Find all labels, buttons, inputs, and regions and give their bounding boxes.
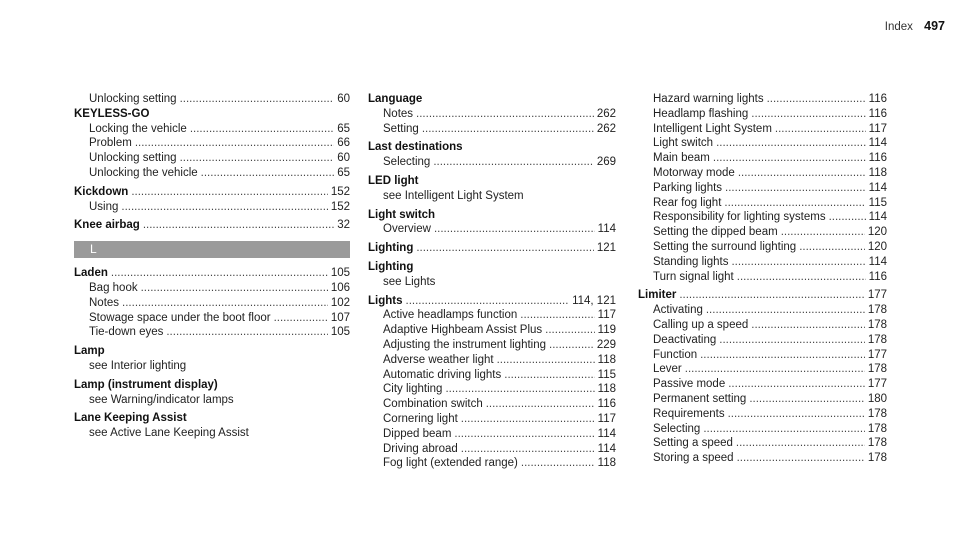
entry-text: Unlocking the vehicle (89, 166, 198, 179)
dot-leader (731, 255, 865, 270)
dot-leader (679, 288, 864, 303)
page-reference[interactable]: 118 (597, 457, 616, 470)
dot-leader (143, 218, 334, 233)
entry-text: Adaptive Highbeam Assist Plus (383, 324, 543, 337)
dot-leader (521, 456, 595, 471)
dot-leader (461, 412, 595, 427)
entry-text: Rear fog light (653, 196, 722, 209)
dot-leader (737, 270, 866, 285)
index-subentry[interactable] (638, 225, 887, 240)
page-reference[interactable]: 177 (867, 378, 887, 391)
dot-leader (520, 308, 594, 323)
page-reference[interactable]: 118 (597, 383, 616, 396)
entry-text: Lamp (74, 345, 105, 358)
dot-leader (180, 151, 335, 166)
index-subentry[interactable] (638, 392, 887, 407)
entry-text: KEYLESS-GO (74, 107, 150, 120)
dot-leader (274, 311, 328, 326)
entry-text: Unlocking setting (89, 152, 177, 165)
entry-text: Tie-down eyes (89, 326, 164, 339)
dot-leader (166, 325, 327, 340)
dot-leader (685, 362, 865, 377)
page-reference[interactable]: 114 (868, 255, 887, 268)
entry-text: Responsibility for lighting systems (653, 211, 826, 224)
dot-leader (545, 323, 594, 338)
page-reference[interactable]: 152 (330, 185, 350, 198)
index-entry (368, 92, 616, 107)
page-reference[interactable]: 114 (868, 137, 887, 150)
index-subentry[interactable] (74, 296, 350, 311)
dot-leader (775, 122, 866, 137)
page-header (885, 19, 945, 33)
dot-leader (716, 136, 866, 151)
entry-text: Main beam (653, 152, 710, 165)
index-column-3 (638, 92, 887, 466)
see-reference (368, 275, 616, 290)
page-reference[interactable]: 178 (867, 363, 887, 376)
index-subentry[interactable] (74, 325, 350, 340)
index-entry[interactable] (74, 266, 350, 281)
page-reference[interactable]: 65 (337, 122, 350, 135)
index-subentry[interactable] (638, 122, 887, 137)
index-subentry[interactable] (638, 151, 887, 166)
entry-text: Activating (653, 304, 703, 317)
section-label: Index (884, 21, 913, 33)
index-entry[interactable] (74, 218, 350, 233)
index-subentry[interactable] (638, 407, 887, 422)
index-subentry[interactable] (638, 348, 887, 363)
entry-text: Standing lights (653, 255, 729, 268)
dot-leader (749, 392, 864, 407)
index-subentry[interactable] (368, 353, 616, 368)
index-subentry[interactable] (638, 333, 887, 348)
index-entry (368, 208, 616, 223)
page-reference[interactable]: 102 (330, 296, 350, 309)
dot-leader (700, 348, 865, 363)
index-subentry[interactable] (368, 382, 616, 397)
page-reference[interactable]: 177 (867, 348, 887, 361)
entry-text: Stowage space under the boot floor (89, 311, 271, 324)
entry-text: Motorway mode (653, 166, 735, 179)
dot-leader (751, 107, 865, 122)
index-subentry[interactable] (368, 222, 616, 237)
page-reference[interactable]: 178 (867, 333, 887, 346)
dot-leader (135, 136, 334, 151)
entry-text: Limiter (638, 289, 677, 302)
index-entry (368, 140, 616, 155)
entry-text: see Lights (383, 275, 436, 288)
letter-heading: L (74, 241, 350, 258)
index-subentry[interactable] (74, 281, 350, 296)
entry-text: Selecting (383, 156, 431, 169)
index-subentry[interactable] (368, 412, 616, 427)
index-subentry[interactable] (368, 338, 616, 353)
entry-text: Intelligent Light System (653, 122, 772, 135)
entry-text: Fog light (extended range) (383, 457, 518, 470)
index-subentry[interactable] (368, 442, 616, 457)
entry-text: Automatic driving lights (383, 368, 502, 381)
dot-leader (737, 451, 865, 466)
index-entry (368, 174, 616, 189)
index-subentry[interactable] (638, 107, 887, 122)
page-reference[interactable]: 114 (597, 427, 616, 440)
dot-leader (406, 294, 570, 309)
page-reference[interactable]: 178 (867, 318, 887, 331)
index-subentry[interactable] (74, 311, 350, 326)
page-reference[interactable]: 116 (868, 270, 887, 283)
dot-leader (416, 241, 593, 256)
entry-text: City lighting (383, 383, 443, 396)
index-column-2 (368, 92, 616, 471)
entry-text: Adverse weather light (383, 353, 494, 366)
entry-text: Setting the dipped beam (653, 226, 778, 239)
page-reference[interactable]: 114 (597, 223, 616, 236)
entry-text: Permanent setting (653, 392, 747, 405)
see-reference (74, 393, 350, 408)
entry-text: Setting (383, 122, 419, 135)
page-reference[interactable]: 152 (330, 200, 350, 213)
index-subentry[interactable] (368, 155, 616, 170)
page-reference[interactable]: 106 (330, 281, 350, 294)
entry-text: Locking the vehicle (89, 122, 187, 135)
entry-text: Headlamp flashing (653, 107, 749, 120)
dot-leader (767, 92, 866, 107)
entry-text: Combination switch (383, 398, 483, 411)
entry-text: Using (89, 200, 119, 213)
index-subentry[interactable] (368, 456, 616, 471)
entry-text: Last destinations (368, 141, 463, 154)
entry-text: Lighting (368, 242, 414, 255)
dot-leader (751, 318, 865, 333)
page-reference[interactable]: 32 (337, 219, 350, 232)
entry-text: Passive mode (653, 378, 726, 391)
page-reference[interactable]: 117 (597, 309, 616, 322)
page-reference[interactable]: 116 (597, 398, 616, 411)
entry-text: Light switch (368, 208, 436, 221)
index-entry (368, 260, 616, 275)
index-subentry[interactable] (638, 92, 887, 107)
index-entry[interactable] (368, 241, 616, 256)
page-reference[interactable]: 114 (597, 442, 616, 455)
dot-leader (728, 377, 865, 392)
page-reference[interactable]: 66 (337, 137, 350, 150)
entry-text: Lights (368, 294, 403, 307)
page-reference[interactable]: 178 (867, 437, 887, 450)
page-reference[interactable]: 117 (868, 122, 887, 135)
entry-text: Turn signal light (653, 270, 734, 283)
see-reference (368, 189, 616, 204)
index-subentry[interactable] (368, 308, 616, 323)
entry-text: Hazard warning lights (653, 93, 764, 105)
entry-text: Driving abroad (383, 442, 458, 455)
page-reference[interactable]: 262 (596, 107, 616, 120)
page-reference[interactable]: 115 (597, 368, 616, 381)
page-reference[interactable]: 178 (867, 304, 887, 317)
page-reference[interactable]: 60 (337, 152, 350, 165)
page-reference[interactable]: 119 (597, 324, 616, 337)
dot-leader (111, 266, 328, 281)
dot-leader (725, 181, 866, 196)
dot-leader (190, 122, 334, 137)
index-subentry[interactable] (368, 122, 616, 137)
entry-text: Light switch (653, 137, 714, 150)
entry-text: see Active Lane Keeping Assist (89, 427, 249, 440)
entry-text: Lever (653, 363, 682, 376)
index-subentry[interactable] (638, 255, 887, 270)
page-reference[interactable]: 114 (868, 181, 887, 194)
entry-text: Lamp (instrument display) (74, 378, 218, 391)
page-reference[interactable]: 120 (867, 226, 887, 239)
page-reference[interactable]: 178 (867, 452, 887, 465)
index-subentry[interactable] (74, 151, 350, 166)
entry-text: Overview (383, 223, 431, 236)
index-subentry[interactable] (368, 107, 616, 122)
page-reference[interactable]: 180 (867, 392, 887, 405)
entry-text: Bag hook (89, 281, 138, 294)
index-subentry[interactable] (368, 323, 616, 338)
dot-leader (131, 185, 328, 200)
page-reference[interactable]: 177 (867, 289, 887, 302)
page-reference[interactable]: 229 (596, 338, 616, 351)
index-subentry[interactable] (74, 200, 350, 215)
dot-leader (434, 222, 595, 237)
page-number: 497 (924, 19, 945, 33)
dot-leader (736, 436, 865, 451)
index-subentry[interactable] (368, 397, 616, 412)
entry-text: Setting a speed (653, 437, 733, 450)
page-reference[interactable]: 121 (596, 242, 616, 255)
entry-text: Setting the surround lighting (653, 240, 797, 253)
page-reference[interactable]: 105 (330, 267, 350, 280)
index-subentry[interactable] (638, 166, 887, 181)
page-reference[interactable]: 105 (330, 326, 350, 339)
index-subentry[interactable] (638, 422, 887, 437)
index-subentry[interactable] (638, 436, 887, 451)
page-reference[interactable]: 114 (868, 211, 887, 224)
page-reference[interactable]: 178 (867, 407, 887, 420)
dot-leader (549, 338, 594, 353)
dot-leader (461, 442, 595, 457)
dot-leader (497, 353, 595, 368)
page-reference[interactable]: 107 (330, 311, 350, 324)
dot-leader (504, 368, 594, 383)
index-subentry[interactable] (74, 122, 350, 137)
dot-leader (422, 122, 594, 137)
dot-leader (799, 240, 865, 255)
index-entry[interactable] (74, 185, 350, 200)
entry-text: Selecting (653, 422, 701, 435)
index-subentry[interactable] (368, 368, 616, 383)
page-reference[interactable]: 269 (596, 156, 616, 169)
index-subentry[interactable] (638, 303, 887, 318)
page-reference[interactable]: 118 (868, 166, 887, 179)
dot-leader (486, 397, 595, 412)
page-reference[interactable]: 116 (868, 107, 887, 120)
page-reference[interactable]: 65 (337, 166, 350, 179)
entry-text: Dipped beam (383, 427, 452, 440)
index-subentry[interactable] (638, 210, 887, 225)
dot-leader (141, 281, 328, 296)
page-reference[interactable]: 114, 121 (572, 294, 616, 307)
index-entry[interactable] (638, 288, 887, 303)
index-subentry[interactable] (638, 240, 887, 255)
dot-leader (416, 107, 594, 122)
index-entry (74, 411, 350, 426)
entry-text: see Interior lighting (89, 359, 187, 372)
index-subentry[interactable] (74, 136, 350, 151)
dot-leader (713, 151, 866, 166)
entry-text: see Intelligent Light System (383, 189, 524, 202)
index-subentry[interactable] (638, 362, 887, 377)
dot-leader (201, 166, 335, 181)
entry-text: Laden (74, 267, 108, 280)
dot-leader (703, 422, 865, 437)
entry-text: Adjusting the instrument lighting (383, 338, 547, 351)
entry-text: Cornering light (383, 412, 458, 425)
page-reference[interactable]: 120 (867, 240, 887, 253)
dot-leader (728, 407, 865, 422)
entry-text: Knee airbag (74, 219, 140, 232)
index-subentry[interactable] (638, 196, 887, 211)
entry-text: Problem (89, 137, 132, 150)
index-subentry[interactable] (74, 166, 350, 181)
index-column-1 (74, 92, 350, 441)
entry-text: Notes (383, 107, 414, 120)
dot-leader (706, 303, 865, 318)
entry-text: Requirements (653, 407, 725, 420)
entry-text: Deactivating (653, 333, 717, 346)
index-subentry[interactable] (638, 136, 887, 151)
dot-leader (829, 210, 866, 225)
entry-text: Active headlamps function (383, 309, 518, 322)
page-reference[interactable]: 115 (868, 196, 887, 209)
index-subentry[interactable] (638, 451, 887, 466)
entry-text: Language (368, 93, 423, 105)
dot-leader (433, 155, 594, 170)
index-subentry[interactable] (368, 427, 616, 442)
entry-text: Notes (89, 296, 120, 309)
entry-text: Unlocking setting (89, 93, 177, 105)
dot-leader (781, 225, 865, 240)
entry-text: see Warning/indicator lamps (89, 393, 234, 406)
dot-leader (121, 200, 327, 215)
dot-leader (445, 382, 594, 397)
index-entry (74, 378, 350, 393)
dot-leader (454, 427, 594, 442)
dot-leader (122, 296, 328, 311)
index-subentry[interactable] (74, 92, 350, 107)
page-reference[interactable]: 262 (596, 122, 616, 135)
page-reference[interactable]: 118 (597, 353, 616, 366)
entry-text: Lane Keeping Assist (74, 412, 187, 425)
entry-text: Function (653, 348, 698, 361)
entry-text: Lighting (368, 260, 414, 273)
page-reference[interactable]: 178 (867, 422, 887, 435)
page-reference[interactable]: 116 (868, 152, 887, 165)
entry-text: LED light (368, 174, 419, 187)
entry-text: Kickdown (74, 185, 129, 198)
page-reference[interactable]: 60 (337, 93, 350, 105)
entry-text: Parking lights (653, 181, 723, 194)
index-entry[interactable] (368, 294, 616, 309)
entry-text: Storing a speed (653, 452, 734, 465)
page-reference[interactable]: 117 (597, 412, 616, 425)
index-subentry[interactable] (638, 181, 887, 196)
index-entry (74, 107, 350, 122)
entry-text: Calling up a speed (653, 318, 749, 331)
index-subentry[interactable] (638, 270, 887, 285)
index-entry (74, 344, 350, 359)
index-subentry[interactable] (638, 377, 887, 392)
dot-leader (180, 92, 335, 107)
see-reference (74, 426, 350, 441)
index-subentry[interactable] (638, 318, 887, 333)
dot-leader (719, 333, 865, 348)
dot-leader (738, 166, 866, 181)
see-reference (74, 359, 350, 374)
dot-leader (724, 196, 865, 211)
page-reference[interactable]: 116 (868, 93, 887, 105)
